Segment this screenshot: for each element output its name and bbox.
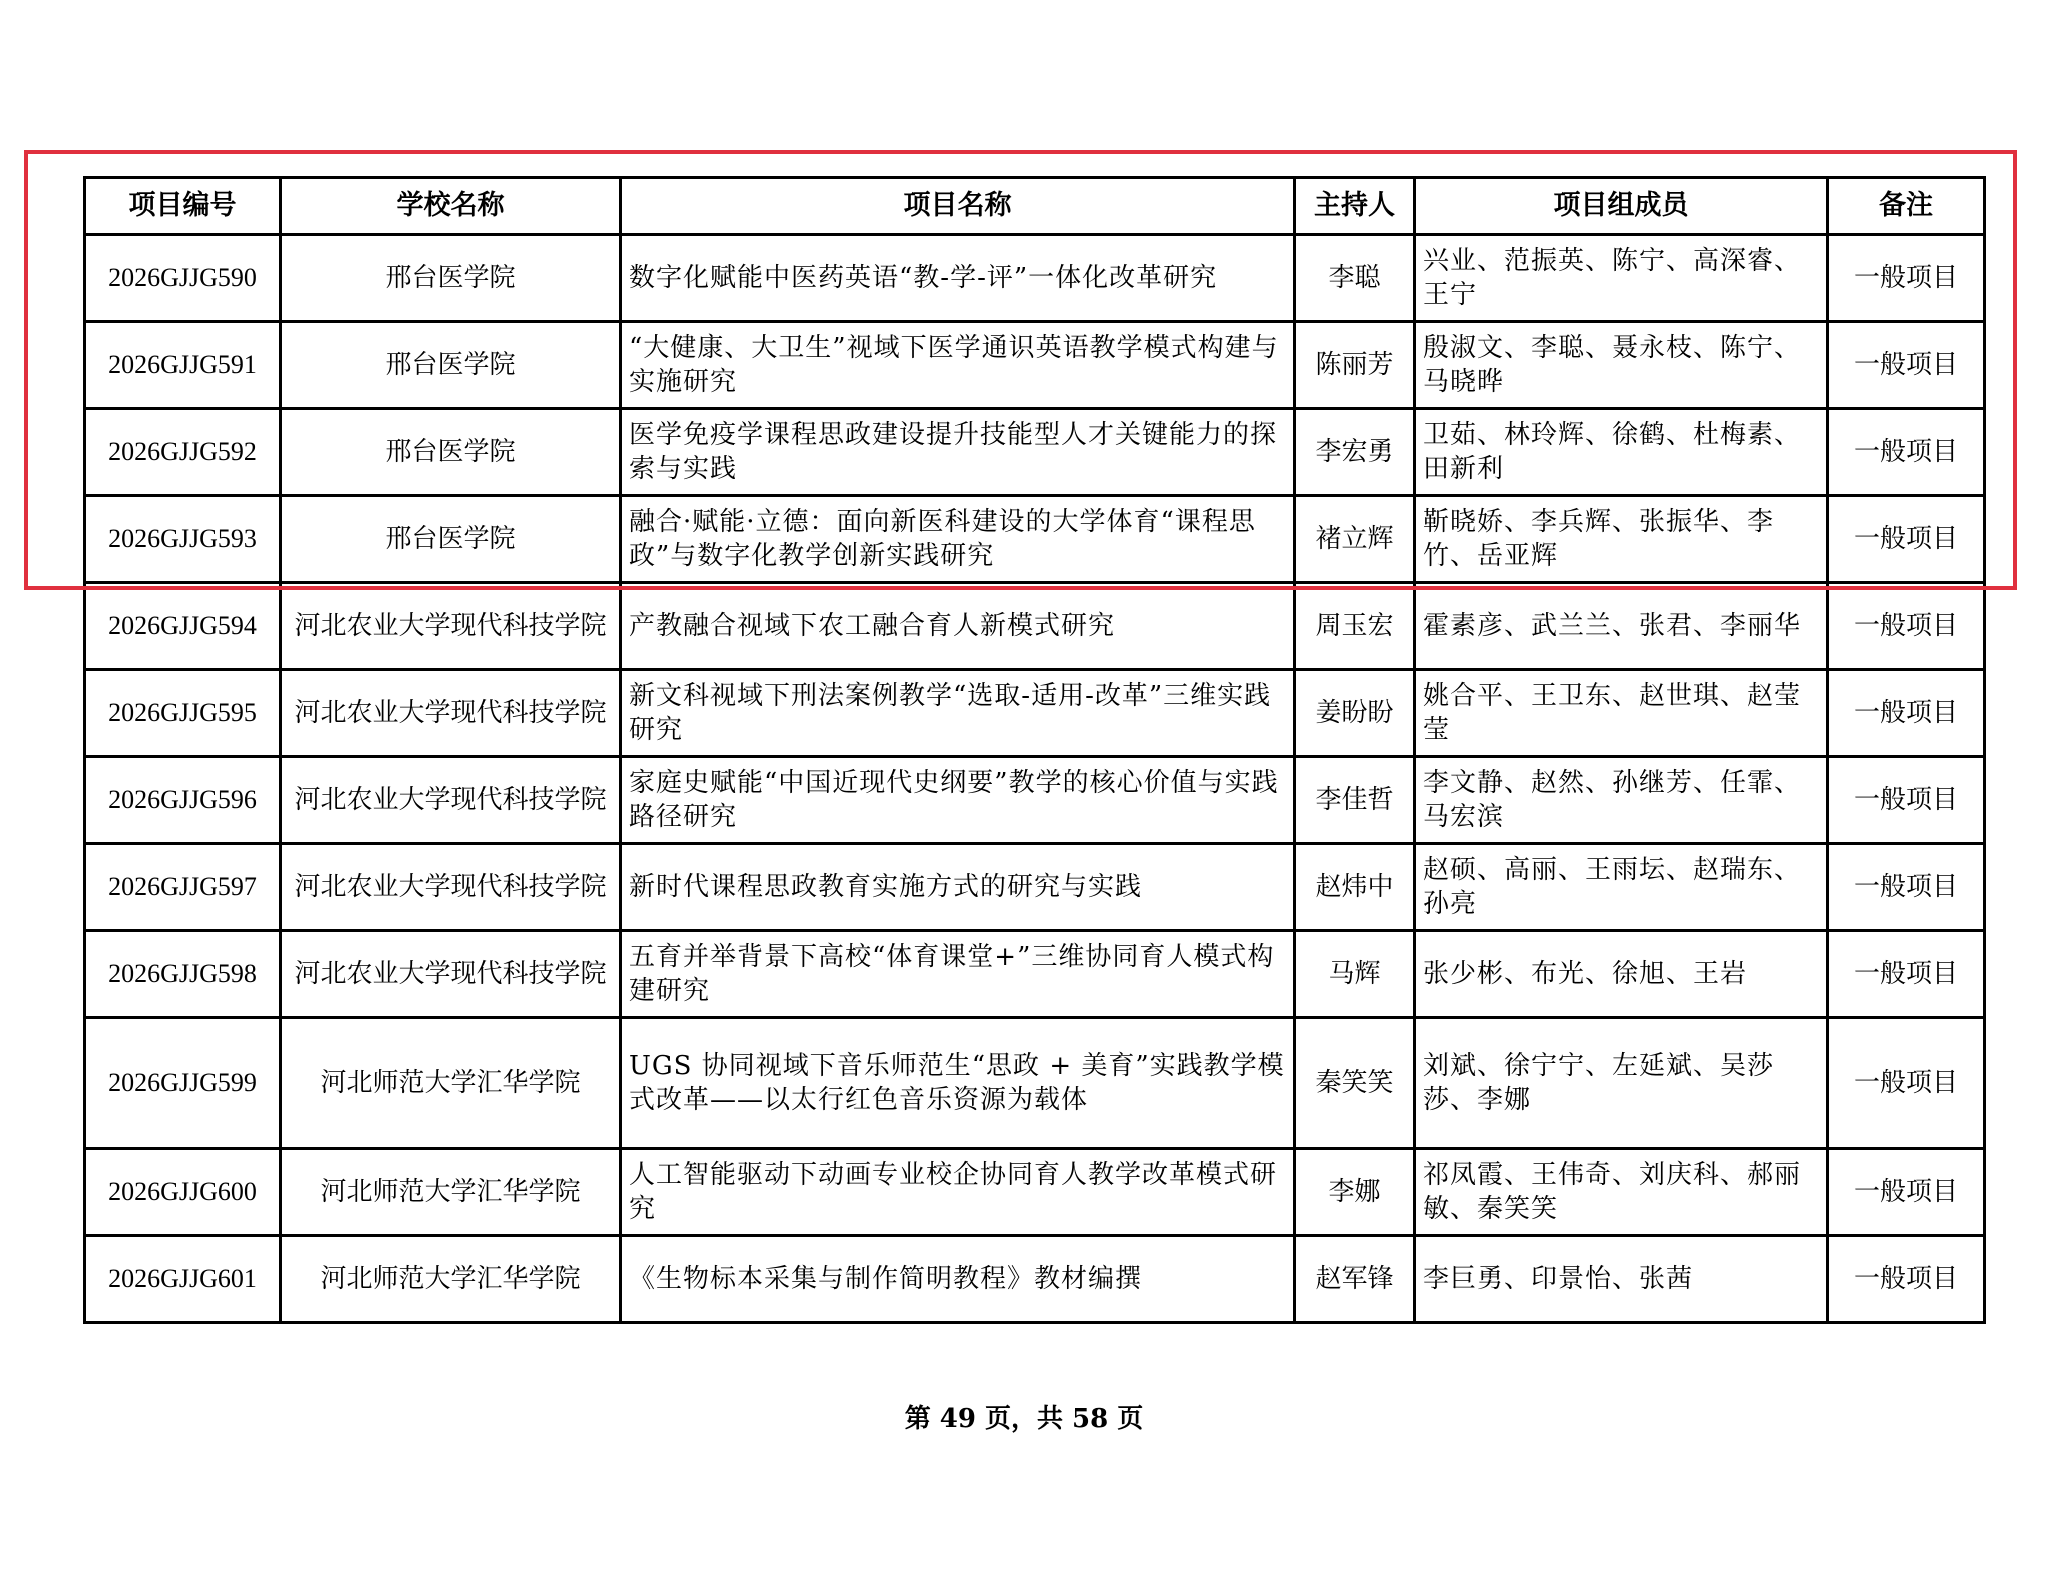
cell-project-name: 融合·赋能·立德：面向新医科建设的大学体育“课程思政”与数字化教学创新实践研究 xyxy=(621,496,1295,583)
header-school-name: 学校名称 xyxy=(281,178,621,235)
cell-project-id: 2026GJJG596 xyxy=(85,757,281,844)
cell-school-name: 河北师范大学汇华学院 xyxy=(281,1018,621,1149)
header-project-id: 项目编号 xyxy=(85,178,281,235)
table-row xyxy=(85,1018,1985,1149)
cell-members: 靳晓娇、李兵辉、张振华、李竹、岳亚辉 xyxy=(1415,496,1828,583)
cell-project-name: 新文科视域下刑法案例教学“选取-适用-改革”三维实践研究 xyxy=(621,670,1295,757)
cell-members: 霍素彦、武兰兰、张君、李丽华 xyxy=(1415,583,1828,670)
cell-leader: 李宏勇 xyxy=(1295,409,1415,496)
cell-project-name: 《生物标本采集与制作简明教程》教材编撰 xyxy=(621,1236,1295,1323)
cell-school-name: 邢台医学院 xyxy=(281,409,621,496)
cell-members: 殷淑文、李聪、聂永枝、陈宁、马晓晔 xyxy=(1415,322,1828,409)
cell-school-name: 河北农业大学现代科技学院 xyxy=(281,931,621,1018)
cell-note: 一般项目 xyxy=(1828,844,1985,931)
cell-leader: 赵炜中 xyxy=(1295,844,1415,931)
cell-project-id: 2026GJJG597 xyxy=(85,844,281,931)
cell-note: 一般项目 xyxy=(1828,1149,1985,1236)
cell-note: 一般项目 xyxy=(1828,1018,1985,1149)
cell-project-id: 2026GJJG590 xyxy=(85,235,281,322)
cell-note: 一般项目 xyxy=(1828,583,1985,670)
cell-note: 一般项目 xyxy=(1828,322,1985,409)
cell-leader: 李娜 xyxy=(1295,1149,1415,1236)
header-project-name: 项目名称 xyxy=(621,178,1295,235)
project-table xyxy=(83,176,1986,1324)
cell-note: 一般项目 xyxy=(1828,409,1985,496)
cell-members: 兴业、范振英、陈宁、高深睿、王宁 xyxy=(1415,235,1828,322)
table-row xyxy=(85,1236,1985,1323)
cell-school-name: 河北农业大学现代科技学院 xyxy=(281,670,621,757)
cell-members: 姚合平、王卫东、赵世琪、赵莹莹 xyxy=(1415,670,1828,757)
table-row xyxy=(85,757,1985,844)
cell-project-id: 2026GJJG598 xyxy=(85,931,281,1018)
cell-school-name: 邢台医学院 xyxy=(281,235,621,322)
cell-leader: 姜盼盼 xyxy=(1295,670,1415,757)
cell-note: 一般项目 xyxy=(1828,496,1985,583)
cell-project-id: 2026GJJG595 xyxy=(85,670,281,757)
cell-leader: 李聪 xyxy=(1295,235,1415,322)
cell-note: 一般项目 xyxy=(1828,757,1985,844)
cell-members: 赵硕、高丽、王雨坛、赵瑞东、孙亮 xyxy=(1415,844,1828,931)
table-row xyxy=(85,844,1985,931)
cell-school-name: 河北农业大学现代科技学院 xyxy=(281,844,621,931)
cell-school-name: 河北农业大学现代科技学院 xyxy=(281,757,621,844)
cell-leader: 秦笑笑 xyxy=(1295,1018,1415,1149)
table-row xyxy=(85,583,1985,670)
cell-project-id: 2026GJJG601 xyxy=(85,1236,281,1323)
cell-project-id: 2026GJJG591 xyxy=(85,322,281,409)
cell-project-id: 2026GJJG594 xyxy=(85,583,281,670)
cell-note: 一般项目 xyxy=(1828,1236,1985,1323)
cell-project-name: 医学免疫学课程思政建设提升技能型人才关键能力的探索与实践 xyxy=(621,409,1295,496)
page-number-footer: 第 49 页，共 58 页 xyxy=(904,1404,1144,1434)
cell-members: 祁凤霞、王伟奇、刘庆科、郝丽敏、秦笑笑 xyxy=(1415,1149,1828,1236)
cell-leader: 李佳哲 xyxy=(1295,757,1415,844)
cell-project-name: 产教融合视域下农工融合育人新模式研究 xyxy=(621,583,1295,670)
cell-members: 李文静、赵然、孙继芳、任霏、马宏滨 xyxy=(1415,757,1828,844)
cell-members: 李巨勇、印景怡、张茜 xyxy=(1415,1236,1828,1323)
cell-note: 一般项目 xyxy=(1828,931,1985,1018)
cell-project-name: 数字化赋能中医药英语“教-学-评”一体化改革研究 xyxy=(621,235,1295,322)
cell-project-name: 五育并举背景下高校“体育课堂+”三维协同育人模式构建研究 xyxy=(621,931,1295,1018)
header-note: 备注 xyxy=(1828,178,1985,235)
cell-members: 刘斌、徐宁宁、左延斌、吴莎莎、李娜 xyxy=(1415,1018,1828,1149)
table-row xyxy=(85,322,1985,409)
cell-leader: 赵军锋 xyxy=(1295,1236,1415,1323)
table-row xyxy=(85,931,1985,1018)
cell-project-name: 新时代课程思政教育实施方式的研究与实践 xyxy=(621,844,1295,931)
cell-school-name: 邢台医学院 xyxy=(281,496,621,583)
header-leader: 主持人 xyxy=(1295,178,1415,235)
table-row xyxy=(85,1149,1985,1236)
cell-school-name: 河北农业大学现代科技学院 xyxy=(281,583,621,670)
cell-leader: 马辉 xyxy=(1295,931,1415,1018)
cell-note: 一般项目 xyxy=(1828,235,1985,322)
cell-members: 张少彬、布光、徐旭、王岩 xyxy=(1415,931,1828,1018)
cell-project-id: 2026GJJG593 xyxy=(85,496,281,583)
cell-project-name: 人工智能驱动下动画专业校企协同育人教学改革模式研究 xyxy=(621,1149,1295,1236)
cell-project-id: 2026GJJG592 xyxy=(85,409,281,496)
cell-school-name: 河北师范大学汇华学院 xyxy=(281,1149,621,1236)
cell-leader: 周玉宏 xyxy=(1295,583,1415,670)
table-row xyxy=(85,235,1985,322)
header-members: 项目组成员 xyxy=(1415,178,1828,235)
cell-leader: 褚立辉 xyxy=(1295,496,1415,583)
table-row xyxy=(85,496,1985,583)
table-row xyxy=(85,670,1985,757)
cell-project-name: “大健康、大卫生”视域下医学通识英语教学模式构建与实施研究 xyxy=(621,322,1295,409)
cell-note: 一般项目 xyxy=(1828,670,1985,757)
cell-leader: 陈丽芳 xyxy=(1295,322,1415,409)
cell-school-name: 河北师范大学汇华学院 xyxy=(281,1236,621,1323)
cell-project-name: UGS 协同视域下音乐师范生“思政 + 美育”实践教学模式改革——以太行红色音乐资源为载体 xyxy=(621,1018,1295,1149)
table-row xyxy=(85,409,1985,496)
cell-project-id: 2026GJJG599 xyxy=(85,1018,281,1149)
table-header-row xyxy=(85,178,1985,235)
cell-school-name: 邢台医学院 xyxy=(281,322,621,409)
cell-members: 卫茹、林玲辉、徐鹤、杜梅素、田新利 xyxy=(1415,409,1828,496)
cell-project-name: 家庭史赋能“中国近现代史纲要”教学的核心价值与实践路径研究 xyxy=(621,757,1295,844)
cell-project-id: 2026GJJG600 xyxy=(85,1149,281,1236)
